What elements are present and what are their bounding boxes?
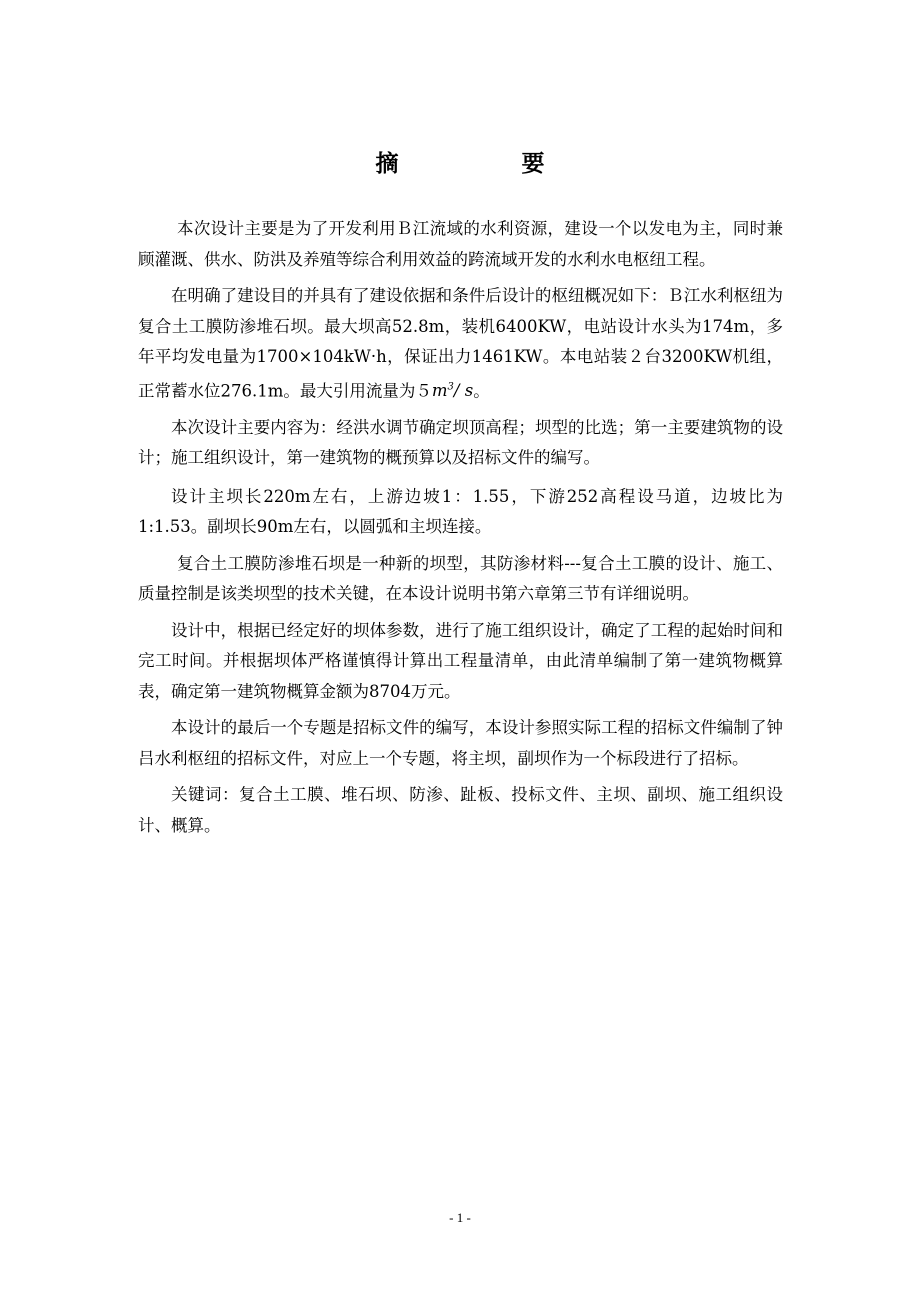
paragraph-3: 本次设计主要内容为：经洪水调节确定坝顶高程；坝型的比选；第一主要建筑物的设计；施工组织设计，第一建筑物的概预算以及招标文件的编写。	[138, 417, 783, 467]
paragraph-2	[138, 281, 783, 407]
formula-base: m	[431, 381, 448, 400]
paragraph-4: 设计主坝长220m左右，上游边坡1：1.55，下游252高程设马道，边坡比为1:1.53。副坝长90m左右，以圆弧和主坝连接。	[138, 486, 783, 536]
page-title: 摘 要	[375, 150, 595, 177]
paragraph-7: 本设计的最后一个专题是招标文件的编写，本设计参照实际工程的招标文件编制了钟吕水利枢纽的招标文件，对应上一个专题，将主坝，副坝作为一个标段进行了招标。	[138, 718, 783, 768]
paragraph-5: 复合土工膜防渗堆石坝是一种新的坝型，其防渗材料---复合土工膜的设计、施工、质量控制是该类坝型的技术关键，在本设计说明书第六章第三节有详细说明。	[138, 553, 783, 603]
page-number: - 1 -	[449, 1210, 471, 1225]
paragraph-1: 本次设计主要是为了开发利用Ｂ江流域的水利资源，建设一个以发电为主，同时兼顾灌溉、供水、防洪及养殖等综合利用效益的跨流域开发的水利水电枢纽工程。	[138, 219, 783, 269]
flow-unit-formula	[432, 381, 473, 400]
abstract-body	[138, 214, 783, 847]
formula-exponent: 3	[447, 381, 454, 393]
keywords-line: 关键词：复合土工膜、堆石坝、防渗、趾板、投标文件、主坝、副坝、施工组织设计、概算。	[138, 785, 783, 835]
formula-tail: / s	[453, 381, 474, 400]
paragraph-2-end: 。	[473, 381, 490, 400]
paragraph-6: 设计中，根据已经定好的坝体参数，进行了施工组织设计，确定了工程的起始时间和完工时间。并根据坝体严格谨慎得计算出工程量清单，由此清单编制了第一建筑物概算表，确定第一建筑物概算金额为8704万元。	[138, 620, 783, 701]
paragraph-2-text: 在明确了建设目的并具有了建设依据和条件后设计的枢纽概况如下：Ｂ江水利枢纽为复合土工膜防渗堆石坝。最大坝高52.8m，装机6400KW，电站设计水头为174m，多年平均发电量为1700×104kW·h，保证出力1461KW。本电站装２台3200KW机组，正常蓄水位276.1m。最大引用流量为５	[138, 286, 783, 400]
